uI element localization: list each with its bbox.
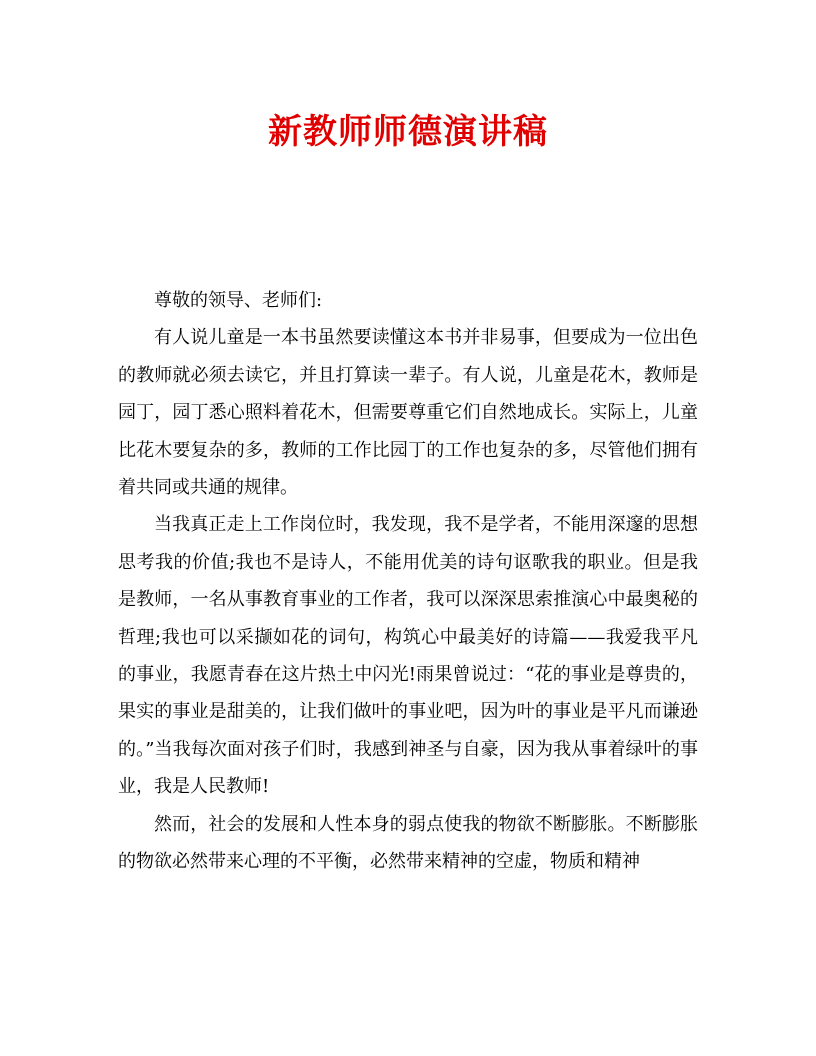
document-title: 新教师师德演讲稿 [268, 112, 548, 152]
paragraph: 然而，社会的发展和人性本身的弱点使我的物欲不断膨胀。不断膨胀的物欲必然带来心理的不平衡，必然带来精神的空虚，物质和精神 [118, 813, 698, 873]
document-body [118, 282, 698, 881]
paragraph: 有人说儿童是一本书虽然要读懂这本书并非易事，但要成为一位出色的教师就必须去读它，并且打算读一辈子。有人说，儿童是花木，教师是园丁，园丁悉心照料着花木，但需要尊重它们自然地成长。实际上，儿童比花木要复杂的多，教师的工作比园丁的工作也复杂的多，尽管他们拥有着共同或共通的规律。 [118, 327, 698, 499]
paragraph: 当我真正走上工作岗位时，我发现，我不是学者，不能用深邃的思想思考我的价值;我也不是诗人，不能用优美的诗句讴歌我的职业。但是我是教师，一名从事教育事业的工作者，我可以深深思索推演心中最奥秘的哲理;我也可以采撷如花的词句，构筑心中最美好的诗篇——我爱我平凡的事业，我愿青春在这片热土中闪光!雨果曾说过：“花的事业是尊贵的，果实的事业是甜美的，让我们做叶的事业吧，因为叶的事业是平凡而谦逊的。”当我每次面对孩子们时，我感到神圣与自豪，因为我从事着绿叶的事业，我是人民教师! [118, 514, 698, 798]
salutation: 尊敬的领导、老师们: [154, 290, 323, 311]
